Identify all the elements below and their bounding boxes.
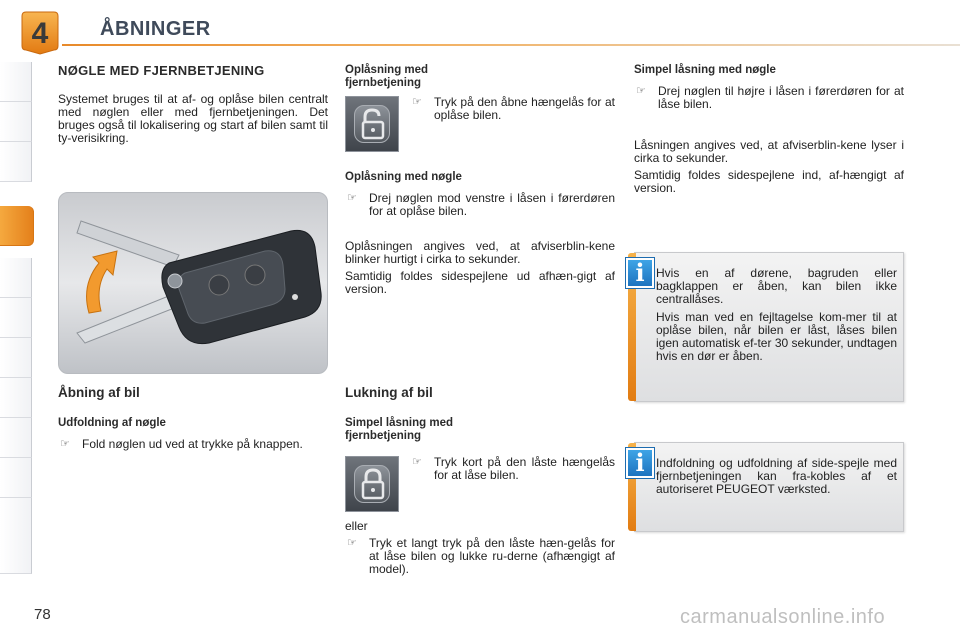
unlock-key-heading: Oplåsning med nøgle xyxy=(345,171,462,183)
chapter-number-badge xyxy=(18,10,62,56)
step-text: Drej nøglen mod venstre i låsen i førerdøren for at oplåse bilen. xyxy=(369,191,615,218)
key-illustration xyxy=(59,193,328,374)
intro-paragraph: Systemet bruges til at af- og oplåse bilen centralt med nøglen eller med fjernbetjeningen. Det bruges også til lokalisering og start af bilen samt til ty-verisikring. xyxy=(58,92,328,145)
chapter-number: 4 xyxy=(31,17,49,50)
chapter-tab[interactable] xyxy=(0,298,32,338)
unlock-remote-step xyxy=(410,96,615,122)
chapter-tab[interactable] xyxy=(0,62,32,102)
info-box-mirrors xyxy=(634,442,904,532)
locked-padlock-icon xyxy=(355,466,391,504)
remote-key-image xyxy=(58,192,328,374)
chapter-tab[interactable] xyxy=(0,142,32,182)
info-icon: i xyxy=(626,258,654,288)
lock-remote-step-wrap xyxy=(410,456,615,482)
column-middle xyxy=(345,64,615,90)
open-car-heading: Åbning af bil xyxy=(58,385,140,400)
section-heading: NØGLE MED FJERNBETJENING xyxy=(58,63,265,78)
title-underline xyxy=(62,44,960,46)
column-middle-lock xyxy=(345,386,615,443)
column-left-bottom xyxy=(58,386,328,451)
unfold-key-heading: Udfoldning af nøgle xyxy=(58,417,166,429)
step-text: Tryk på den åbne hængelås for at oplåse bilen. xyxy=(434,95,615,122)
step-text: Fold nøglen ud ved at trykke på knappen. xyxy=(82,437,303,451)
pointing-hand-icon: ☞ xyxy=(60,438,70,450)
chapter-tab[interactable] xyxy=(0,102,32,142)
simple-lock-remote-heading: Simpel låsning med fjernbetjening xyxy=(345,417,453,442)
chapter-tab[interactable] xyxy=(0,418,32,458)
long-press-step xyxy=(345,537,615,576)
unlock-key-step xyxy=(345,192,615,218)
unlock-remote-step-wrap xyxy=(410,96,615,122)
unfold-key-step xyxy=(58,438,328,451)
column-middle-unlock-key xyxy=(345,171,615,296)
chapter-tab[interactable] xyxy=(0,258,32,298)
pointing-hand-icon: ☞ xyxy=(347,537,357,549)
info-box-central-locking xyxy=(634,252,904,402)
info-paragraph: Hvis en af dørene, bagruden eller bagklappen er åben, kan bilen ikke centrallåses. xyxy=(656,266,897,306)
lock-mirror-paragraph: Samtidig foldes sidespejlene ind, af-hængigt af version. xyxy=(634,168,904,195)
chapter-tab[interactable] xyxy=(0,458,32,498)
chapter-tab-active[interactable] xyxy=(0,206,34,246)
pointing-hand-icon: ☞ xyxy=(636,85,646,97)
chapter-tab[interactable] xyxy=(0,378,32,418)
pointing-hand-icon: ☞ xyxy=(412,96,422,108)
unlock-button-image xyxy=(345,96,399,152)
unlocked-padlock-icon xyxy=(355,106,391,144)
watermark: carmanualsonline.info xyxy=(680,606,886,628)
simple-lock-key-heading: Simpel låsning med nøgle xyxy=(634,64,776,76)
lock-key-step xyxy=(634,85,904,111)
step-text: Drej nøglen til højre i låsen i førerdøren for at låse bilen. xyxy=(658,84,904,111)
chapter-tab[interactable] xyxy=(0,498,32,538)
lock-remote-step xyxy=(410,456,615,482)
lock-car-heading: Lukning af bil xyxy=(345,385,433,400)
lock-button-image xyxy=(345,456,399,512)
pointing-hand-icon: ☞ xyxy=(412,456,422,468)
page-number: 78 xyxy=(34,606,51,623)
column-right xyxy=(634,64,904,195)
chapter-tab[interactable] xyxy=(0,338,32,378)
lock-indication-paragraph: Låsningen angives ved, at afviserblin-kene lyser i cirka to sekunder. xyxy=(634,138,904,165)
unlock-remote-heading: Oplåsning med fjernbetjening xyxy=(345,64,429,89)
chapter-tabs xyxy=(0,62,34,574)
chapter-tab[interactable] xyxy=(0,534,32,574)
column-left xyxy=(58,64,328,145)
unlock-indication-paragraph: Oplåsningen angives ved, at afviserblin-kene blinker hurtigt i cirka to sekunder. xyxy=(345,239,615,266)
unlock-mirror-paragraph: Samtidig foldes sidespejlene ud afhæn-gigt af version. xyxy=(345,269,615,296)
info-paragraph: Hvis man ved en fejltagelse kom-mer til at oplåse bilen, når bilen er låst, låses bilen igen automatisk ef-ter 30 sekunder, undtagen hvis en dør er åben. xyxy=(656,310,897,363)
long-press-wrap xyxy=(345,520,615,576)
step-text: Tryk et langt tryk på den låste hæn-gelås for at låse bilen og lukke ru-derne (afhængigt af model). xyxy=(369,536,615,576)
pointing-hand-icon: ☞ xyxy=(347,192,357,204)
info-icon: i xyxy=(626,448,654,478)
or-text: eller xyxy=(345,519,368,533)
step-text: Tryk kort på den låste hængelås for at låse bilen. xyxy=(434,455,615,482)
chapter-title: ÅBNINGER xyxy=(100,18,211,40)
info-paragraph: Indfoldning og udfoldning af side-spejle med fjernbetjeningen kan fra-kobles af et autoriseret PEUGEOT værksted. xyxy=(656,456,897,496)
